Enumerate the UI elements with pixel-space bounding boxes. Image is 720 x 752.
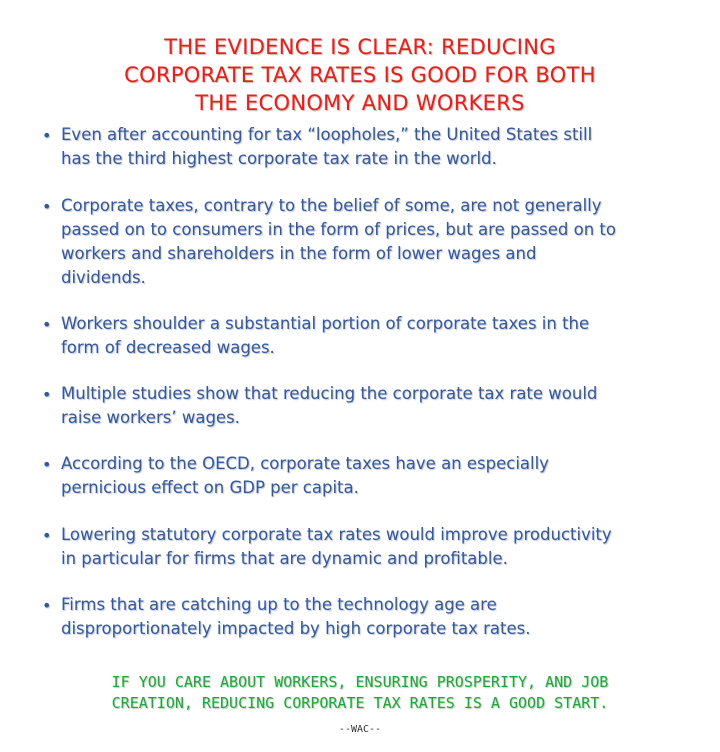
bullet-dot: • [42, 126, 52, 145]
title-line-2: CORPORATE TAX RATES IS GOOD FOR BOTH [124, 63, 596, 87]
bullet-line: According to the OECD, corporate taxes have an especially [61, 454, 549, 473]
bullet-line: raise workers’ wages. [61, 408, 240, 427]
bullet-dot: • [42, 315, 52, 334]
bullet-line: dividends. [61, 268, 146, 287]
title-line-1: THE EVIDENCE IS CLEAR: REDUCING [164, 35, 556, 59]
bullet-line: workers and shareholders in the form of lower wages and [61, 244, 537, 263]
bullet-dot: • [42, 197, 52, 216]
bullet-line: Firms that are catching up to the technology age are [61, 595, 497, 614]
bullet-dot: • [42, 455, 52, 474]
bullet-item-6 [42, 523, 612, 571]
bullet-line: Workers shoulder a substantial portion of corporate taxes in the [61, 314, 590, 333]
bullet-line: pernicious effect on GDP per capita. [61, 478, 359, 497]
bullet-item-2 [42, 194, 616, 290]
page-title [0, 33, 720, 117]
bullet-line: Lowering statutory corporate tax rates would improve productivity [61, 525, 612, 544]
closing-line-2: CREATION, REDUCING CORPORATE TAX RATES IS A GOOD START. [111, 694, 609, 712]
closing-statement [0, 672, 720, 714]
bullet-dot: • [42, 385, 52, 404]
bullet-line: in particular for firms that are dynamic and profitable. [61, 549, 508, 568]
bullet-item-4 [42, 382, 597, 430]
bullet-item-3 [42, 312, 589, 360]
bullet-line: has the third highest corporate tax rate in the world. [61, 149, 497, 168]
bullet-dot: • [42, 596, 52, 615]
bullet-item-7 [42, 593, 531, 641]
signature: --WAC-- [338, 724, 382, 735]
closing-line-1: IF YOU CARE ABOUT WORKERS, ENSURING PROSPERITY, AND JOB [111, 673, 609, 691]
bullet-line: Multiple studies show that reducing the corporate tax rate would [61, 384, 598, 403]
bullet-item-1 [42, 123, 592, 171]
bullet-dot: • [42, 526, 52, 545]
bullet-line: form of decreased wages. [61, 338, 275, 357]
bullet-line: Even after accounting for tax “loopholes,” the United States still [61, 125, 593, 144]
bullet-line: disproportionately impacted by high corporate tax rates. [61, 619, 531, 638]
bullet-item-5 [42, 452, 549, 500]
title-line-3: THE ECONOMY AND WORKERS [195, 91, 525, 115]
bullet-line: passed on to consumers in the form of prices, but are passed on to [61, 220, 616, 239]
bullet-line: Corporate taxes, contrary to the belief of some, are not generally [61, 196, 602, 215]
